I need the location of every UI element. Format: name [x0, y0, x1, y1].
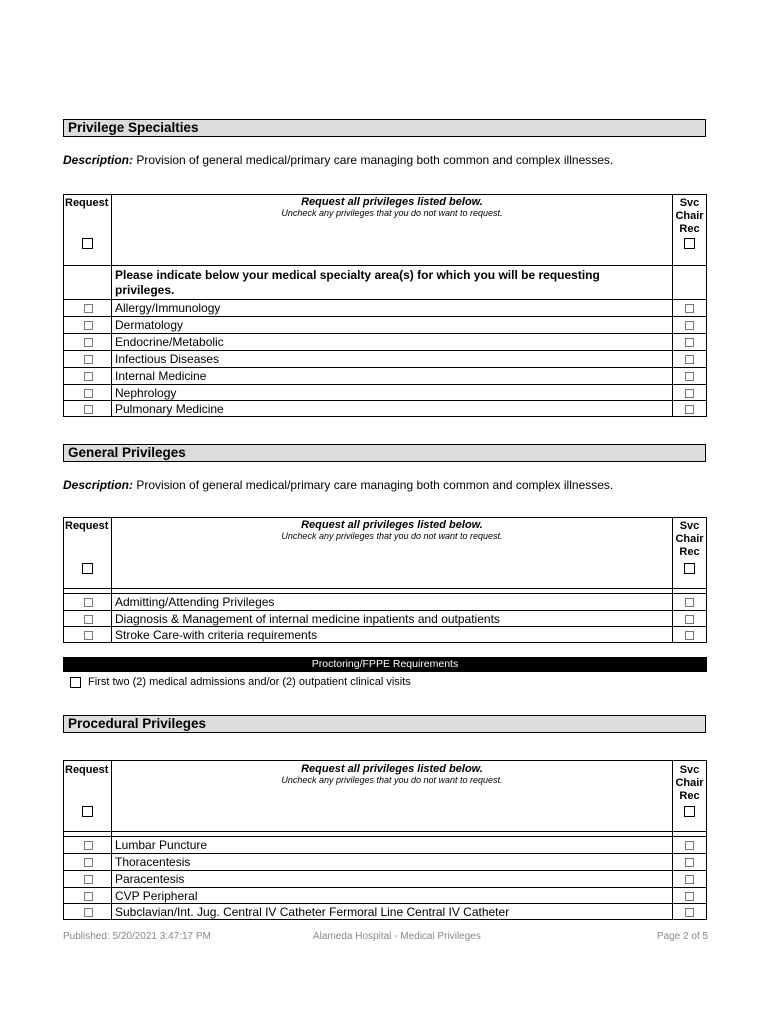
procedural-table — [63, 760, 707, 920]
specialties-table — [63, 194, 707, 417]
table-row — [64, 853, 706, 870]
rec-label: Rec — [679, 223, 700, 235]
request-checkbox[interactable] — [84, 841, 93, 850]
privilege-label: Infectious Diseases — [115, 352, 220, 366]
table-row — [64, 903, 706, 920]
privilege-label: Thoracentesis — [115, 855, 191, 869]
privilege-label: Paracentesis — [115, 872, 185, 886]
request-checkbox[interactable] — [84, 875, 93, 884]
svc-chair-header — [672, 518, 706, 592]
table-row — [64, 610, 706, 627]
request-all-instructions — [112, 761, 672, 785]
rec-label: Rec — [679, 790, 700, 802]
footer-page-number: Page 2 of 5 — [656, 931, 708, 942]
svc-checkbox[interactable] — [685, 321, 694, 330]
proctoring-header: Proctoring/FPPE Requirements — [63, 657, 707, 672]
svc-checkbox[interactable] — [685, 908, 694, 917]
request-checkbox[interactable] — [84, 892, 93, 901]
request-checkbox[interactable] — [84, 389, 93, 398]
privilege-label: Pulmonary Medicine — [115, 402, 224, 416]
svc-chair-header — [672, 195, 706, 265]
request-all-checkbox[interactable] — [82, 806, 93, 817]
request-header — [64, 518, 112, 592]
request-checkbox[interactable] — [84, 631, 93, 640]
request-all-checkbox[interactable] — [82, 238, 93, 249]
table-row — [64, 316, 706, 333]
request-all-instructions — [112, 518, 672, 541]
request-header — [64, 195, 112, 265]
description-general — [63, 478, 613, 492]
proctoring-checkbox[interactable] — [70, 677, 81, 688]
svc-chair-all-checkbox[interactable] — [684, 563, 695, 574]
description-label: Description: — [63, 153, 134, 167]
footer-title: Alameda Hospital - Medical Privileges — [313, 931, 481, 942]
table-row — [64, 626, 706, 643]
chair-label: Chair — [675, 210, 704, 222]
proctoring-item: First two (2) medical admissions and/or (2) outpatient clinical visits — [88, 676, 411, 688]
svc-checkbox[interactable] — [685, 338, 694, 347]
svc-label: Svc — [679, 197, 700, 209]
privilege-label: Allergy/Immunology — [115, 301, 221, 315]
svc-checkbox[interactable] — [685, 389, 694, 398]
request-checkbox[interactable] — [84, 372, 93, 381]
request-label: Request — [65, 197, 109, 209]
privilege-label: Endocrine/Metabolic — [115, 335, 224, 349]
request-all-subtitle: Uncheck any privileges that you do not want to request. — [281, 775, 503, 785]
table-row — [64, 350, 706, 367]
request-all-checkbox[interactable] — [82, 563, 93, 574]
privilege-label: CVP Peripheral — [115, 889, 198, 903]
chair-label: Chair — [675, 777, 704, 789]
specialty-intro-line2: privileges. — [115, 283, 175, 297]
chair-label: Chair — [675, 533, 704, 545]
request-checkbox[interactable] — [84, 598, 93, 607]
svc-checkbox[interactable] — [685, 858, 694, 867]
svc-checkbox[interactable] — [685, 631, 694, 640]
svc-checkbox[interactable] — [685, 372, 694, 381]
privilege-label: Admitting/Attending Privileges — [115, 595, 275, 609]
table-row — [64, 836, 706, 853]
svc-label: Svc — [679, 520, 700, 532]
description-text: Provision of general medical/primary care managing both common and complex illnesses. — [133, 478, 614, 492]
request-checkbox[interactable] — [84, 304, 93, 313]
svc-checkbox[interactable] — [685, 598, 694, 607]
privilege-label: Internal Medicine — [115, 369, 207, 383]
section-title-procedural: Procedural Privileges — [63, 715, 706, 733]
table-row — [64, 384, 706, 401]
table-row — [64, 593, 706, 610]
description-specialties — [63, 153, 613, 167]
svc-label: Svc — [679, 764, 700, 776]
request-all-title: Request all privileges listed below. — [301, 196, 483, 208]
privilege-label: Stroke Care-with criteria requirements — [115, 628, 318, 642]
request-label: Request — [65, 764, 109, 776]
request-all-instructions — [112, 195, 672, 218]
request-checkbox[interactable] — [84, 858, 93, 867]
table-row — [64, 333, 706, 350]
svc-chair-all-checkbox[interactable] — [684, 238, 695, 249]
section-title-specialties: Privilege Specialties — [63, 119, 706, 137]
request-checkbox[interactable] — [84, 908, 93, 917]
request-checkbox[interactable] — [84, 321, 93, 330]
svc-chair-all-checkbox[interactable] — [684, 806, 695, 817]
section-title-general: General Privileges — [63, 444, 706, 462]
footer-published: Published: 5/20/2021 3:47:17 PM — [63, 931, 211, 942]
rec-label: Rec — [679, 546, 700, 558]
svc-checkbox[interactable] — [685, 892, 694, 901]
svc-checkbox[interactable] — [685, 875, 694, 884]
svc-chair-header — [672, 761, 706, 835]
request-header — [64, 761, 112, 835]
svc-checkbox[interactable] — [685, 355, 694, 364]
specialty-intro-row — [64, 265, 706, 299]
svc-checkbox[interactable] — [685, 304, 694, 313]
request-checkbox[interactable] — [84, 355, 93, 364]
request-all-subtitle: Uncheck any privileges that you do not want to request. — [281, 208, 503, 218]
description-text: Provision of general medical/primary care managing both common and complex illnesses. — [133, 153, 614, 167]
privilege-label: Subclavian/Int. Jug. Central IV Catheter Fermoral Line Central IV Catheter — [115, 905, 510, 919]
request-checkbox[interactable] — [84, 615, 93, 624]
request-all-title: Request all privileges listed below. — [301, 763, 483, 775]
table-row — [64, 887, 706, 904]
general-table — [63, 517, 707, 643]
specialty-intro-line1: Please indicate below your medical specialty area(s) for which you will be requesting — [115, 268, 600, 282]
privilege-label: Lumbar Puncture — [115, 838, 208, 852]
request-checkbox[interactable] — [84, 405, 93, 414]
request-label: Request — [65, 520, 109, 532]
request-all-subtitle: Uncheck any privileges that you do not want to request. — [281, 531, 503, 541]
svc-checkbox[interactable] — [685, 405, 694, 414]
privilege-label: Dermatology — [115, 318, 184, 332]
privilege-label: Diagnosis & Management of internal medicine inpatients and outpatients — [115, 612, 500, 626]
description-label: Description: — [63, 478, 134, 492]
request-all-title: Request all privileges listed below. — [301, 519, 483, 531]
table-row — [64, 299, 706, 316]
svc-checkbox[interactable] — [685, 615, 694, 624]
table-row — [64, 400, 706, 417]
svc-checkbox[interactable] — [685, 841, 694, 850]
table-row — [64, 870, 706, 887]
privilege-label: Nephrology — [115, 386, 177, 400]
request-checkbox[interactable] — [84, 338, 93, 347]
table-row — [64, 367, 706, 384]
